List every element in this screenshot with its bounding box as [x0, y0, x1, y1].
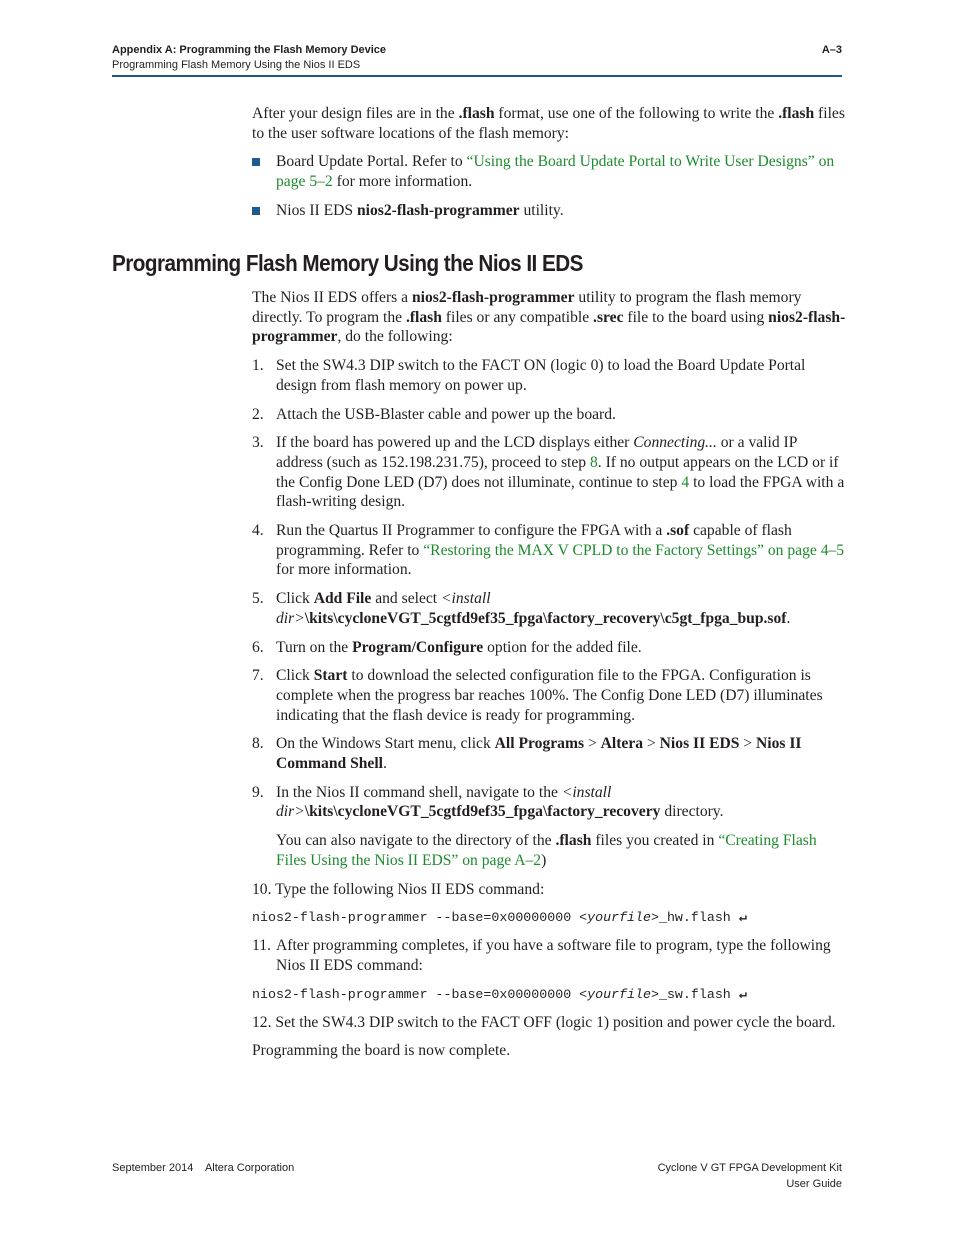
step-9: 9. In the Nios II command shell, navigate to the <install dir>\kits\cycloneVGT_5cgtfd9ef35_fpga\factory_recovery directory. [252, 783, 724, 821]
closing-paragraph: Programming the board is now complete. [252, 1042, 511, 1060]
footer-kit-name: Cyclone V GT FPGA Development Kit [657, 1162, 842, 1174]
step-4: 4. Run the Quartus II Programmer to configure the FPGA with a .sof capable of flash programming. Refer to “Restoring the MAX V CPLD to the Factory Settings” on page 4–5 for more information. [252, 522, 845, 579]
command-sw-flash: nios2-flash-programmer --base=0x00000000 <yourfile>_sw.flash ↵ [252, 986, 747, 1002]
step-5: 5. Click Add File and select <install dir>\kits\cycloneVGT_5cgtfd9ef35_fpga\factory_recovery\c5gt_fpga_bup.sof. [252, 590, 791, 627]
bullet-square-icon [252, 158, 260, 166]
page-header [112, 43, 842, 73]
command-hw-flash: nios2-flash-programmer --base=0x00000000 <yourfile>_hw.flash ↵ [252, 910, 747, 926]
header-section: Programming Flash Memory Using the Nios II EDS [112, 59, 361, 71]
return-icon: ↵ [738, 986, 747, 1002]
step-7: 7. Click Start to download the selected configuration file to the FPGA. Configuration is complete when the progress bar reaches 100%. The Config Done LED (D7) illuminates indicating that the flash device is ready for programming. [252, 667, 823, 724]
step-2: 2. Attach the USB-Blaster cable and power up the board. [252, 405, 616, 423]
link-step-8[interactable]: 8 [589, 453, 598, 471]
step-11: 11. After programming completes, if you have a software file to program, type the following Nios II EDS command: [252, 937, 831, 974]
header-rule [112, 75, 842, 77]
step-10: 10. Type the following Nios II EDS command: [252, 880, 545, 898]
lead-paragraph: The Nios II EDS offers a nios2-flash-programmer utility to program the flash memory directly. To program the .flash files or any compatible .srec file to the board using nios2-flash-programmer, do the following: [252, 289, 846, 346]
step-9-note: You can also navigate to the directory of the .flash files you created in “Creating Flash Files Using the Nios II EDS” on page A–2) [276, 832, 817, 869]
step-8: 8. On the Windows Start menu, click All Programs > Altera > Nios II EDS > Nios II Command Shell. [252, 735, 802, 773]
intro-paragraph: After your design files are in the .flash format, use one of the following to write the .flash files to the user software locations of the flash memory: [252, 105, 845, 142]
bullet-square-icon [252, 207, 260, 215]
footer-document [658, 1160, 842, 1192]
intro-block [252, 104, 847, 230]
footer-guide-type: User Guide [786, 1178, 842, 1190]
page-footer [112, 1160, 842, 1190]
section-heading: Programming Flash Memory Using the Nios II EDS [112, 250, 583, 276]
link-creating-flash-files[interactable]: “Creating Flash Files Using the Nios II EDS” on page A–2 [276, 832, 817, 869]
bullet-board-update-portal: Board Update Portal. Refer to “Using the Board Update Portal to Write User Designs” on page 5–2 for more information. [252, 152, 847, 191]
bullet-nios-eds: Nios II EDS nios2-flash-programmer utility. [252, 201, 847, 221]
page-number: A–3 [821, 44, 842, 56]
link-restoring-max-v[interactable]: “Restoring the MAX V CPLD to the Factory Settings” on page 4–5 [423, 541, 845, 559]
step-12: 12. Set the SW4.3 DIP switch to the FACT OFF (logic 1) position and power cycle the board. [252, 1013, 836, 1031]
step-3: 3. If the board has powered up and the LCD displays either Connecting... or a valid IP address (such as 152.198.231.75), proceed to step 8. If no output appears on the LCD or if the Config Done LED (D7) does not illuminate, continue to step 4 to load the FPGA with a flash-writing design. [252, 434, 845, 511]
link-board-update-portal[interactable]: “Using the Board Update Portal to Write User Designs” on page 5–2 [276, 153, 835, 191]
header-chapter: Appendix A: Programming the Flash Memory Device [112, 44, 387, 56]
step-6: 6. Turn on the Program/Configure option for the added file. [252, 638, 642, 656]
footer-date-company: September 2014 Altera Corporation [112, 1162, 295, 1174]
return-icon: ↵ [738, 910, 747, 926]
step-1: 1. Set the SW4.3 DIP switch to the FACT ON (logic 0) to load the Board Update Portal design from flash memory on power up. [252, 357, 806, 394]
link-step-4[interactable]: 4 [681, 473, 690, 491]
section-body [252, 288, 847, 1070]
